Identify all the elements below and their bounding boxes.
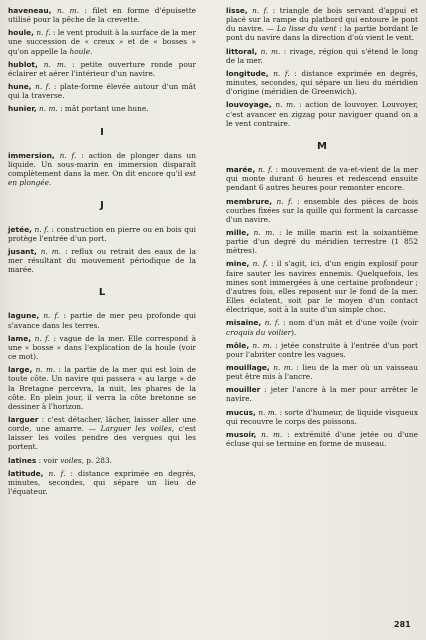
entry-grammar: n. m. <box>56 6 79 15</box>
entry-term: lisse, <box>226 6 248 15</box>
entry-term: mille, <box>226 227 250 237</box>
entry-definition: : action de louvoyer. Louvoyer, c'est avancer en zigzag pour naviguer quand on a le vent contraire. <box>226 100 418 128</box>
entry-grammar: n. m. <box>40 246 62 256</box>
entry-definition: : vague de la mer. Elle correspond à une « bosse » dans l'explication de la houle (voir ce mot). <box>8 333 196 362</box>
dictionary-entry <box>8 60 196 78</box>
entry-grammar: n. f. <box>36 28 51 38</box>
entry-definition: : triangle de bois servant d'appui et placé sur la rampe du platbord qui entoure le pont du navire. — <box>226 6 418 34</box>
entry-grammar: n. f. <box>35 82 51 92</box>
entry-example: croquis du voilier <box>226 327 292 337</box>
entry-definition: : voir <box>36 455 61 465</box>
entry-definition-cont: p. 283. <box>83 455 112 465</box>
entry-term: lagune, <box>8 311 40 321</box>
entry-example: La lisse du vent <box>276 24 337 34</box>
entry-grammar: n. f. <box>264 318 280 328</box>
entry-definition: : sorte d'humeur, de liquide visqueux qui recouvre le corps des poissons. <box>226 407 418 426</box>
entry-term: mouiller <box>226 385 261 395</box>
entry-grammar: n. m. <box>258 407 278 417</box>
entry-definition: : nom d'un mât et d'une voile (voir <box>279 318 418 328</box>
entry-definition: : c'est détacher, lâcher, laisser aller une corde, une amarre. — <box>8 415 196 434</box>
entry-definition: : petite ouverture ronde pour éclairer et aérer l'intérieur d'un navire. <box>8 59 196 78</box>
section-letter: I <box>100 126 104 138</box>
entry-term: marée, <box>226 165 256 175</box>
entry-definition: : distance exprimée en degrés, minutes, secondes, qui sépare un lieu de l'équateur. <box>8 468 196 497</box>
entry-grammar: n. f. <box>252 6 269 15</box>
entry-grammar: n. f. <box>59 150 77 160</box>
entry-grammar: n. f. <box>276 196 293 206</box>
dictionary-entry <box>226 197 418 224</box>
entry-definition: : le mille marin est la soixantième partie d'un degré du méridien terrestre (1 852 mètres). <box>226 227 418 256</box>
entry-definition: : jeter l'ancre à la mer pour arrêter le navire. <box>226 385 418 404</box>
entry-term: haveneau, <box>8 6 52 15</box>
entry-term: latines <box>8 455 37 465</box>
entry-term: musoir, <box>226 429 257 439</box>
dictionary-entry <box>8 469 196 496</box>
entry-grammar: n. m. <box>275 100 296 110</box>
entry-term: littoral, <box>226 46 258 56</box>
entry-term: longitude, <box>226 68 269 78</box>
entry-grammar: n. m. <box>252 340 272 350</box>
entry-definition: : la partie de la mer qui est loin de toute côte. Un navire qui passera « au large » de la Bretagne percevra, la nuit, les phares de la côte. En plein jour, il verra la côte bretonne se dessiner à l'horizon. <box>8 365 196 411</box>
dictionary-entry <box>8 415 196 452</box>
entry-grammar: n. m. <box>35 365 56 375</box>
dictionary-entry <box>8 311 196 329</box>
dictionary-entry <box>8 104 196 113</box>
entry-example: houle. <box>69 46 93 56</box>
entry-definition: : extrémité d'une jetée ou d'une écluse qui se termine en forme de museau. <box>226 429 418 449</box>
page-number: 281 <box>394 620 411 629</box>
dictionary-entry <box>8 225 196 243</box>
entry-definition-cont: : la partie bordant le pont du navire dans la direction d'où vient le vent. <box>226 24 418 43</box>
entry-term: membrure, <box>226 196 273 206</box>
entry-grammar: n. m. <box>43 59 67 69</box>
entry-term: houle, <box>8 28 34 38</box>
entry-definition: : lieu de la mer où un vaisseau peut être mis à l'ancre. <box>226 363 419 382</box>
entry-grammar: n. f. <box>34 333 50 343</box>
entry-definition: : construction en pierre ou en bois qui protège l'entrée d'un port. <box>8 224 196 243</box>
entry-definition: : distance exprimée en degrés, minutes, secondes, qui sépare un lieu du méridien d'origine (méridien de Greenwich). <box>226 68 418 97</box>
dictionary-entry <box>226 259 418 314</box>
dictionary-entry <box>226 318 418 336</box>
entry-term: large, <box>8 365 33 375</box>
right-column <box>226 6 418 452</box>
dictionary-entry <box>226 430 418 448</box>
dictionary-entry <box>8 247 196 274</box>
entry-term: jusant, <box>8 246 37 256</box>
left-column <box>8 6 196 500</box>
dictionary-entry <box>8 82 196 100</box>
dictionary-entry <box>8 334 196 361</box>
entry-term: larguer <box>8 415 39 424</box>
entry-term: misaine, <box>226 318 262 328</box>
entry-definition: : action de plonger dans un liquide. Un sous-marin en immersion disparaît complètement dans la mer. On dit encore qu'il <box>8 150 196 179</box>
dictionary-entry <box>226 100 418 127</box>
entry-definition: : plate-forme élevée autour d'un mât qui la traverse. <box>8 82 196 101</box>
dictionary-entry <box>226 363 418 381</box>
dictionary-entry <box>226 341 418 359</box>
entry-definition: : le vent produit à la surface de la mer une succession de « creux » et de « bosses » qu'on appelle la <box>8 28 196 56</box>
entry-term: mouillage, <box>226 363 270 372</box>
entry-definition: : ensemble des pièces de bois courbes fixées sur la quille qui forment la carcasse d'un navire. <box>226 196 418 224</box>
entry-term: jetée, <box>8 224 32 234</box>
entry-grammar: n. f. <box>273 68 290 78</box>
section-letter: M <box>317 140 327 152</box>
entry-definition-cont: c'est laisser les voiles pendre des vergues qui les portent. <box>8 424 196 452</box>
entry-grammar: n. m. <box>273 363 294 372</box>
entry-grammar: n. f. <box>252 259 268 269</box>
entry-definition: : filet en forme d'épuisette utilisé pour la pêche de la crevette. <box>8 6 196 25</box>
entry-example: Larguer les voiles, <box>100 424 175 434</box>
entry-definition: : jetée construite à l'entrée d'un port pour l'abriter contre les vagues. <box>226 340 418 359</box>
entry-example: voiles, <box>60 455 84 465</box>
entry-term: louvoyage, <box>226 100 272 110</box>
entry-term: immersion, <box>8 150 55 160</box>
dictionary-entry <box>226 385 418 403</box>
entry-term: lame, <box>8 333 32 343</box>
dictionary-entry <box>226 47 418 65</box>
section-letter: L <box>98 287 106 299</box>
entry-definition: : mouvement de va-et-vient de la mer qui monte durant 6 heures et redescend ensuite pendant 6 autres heures pour remonter encore. <box>226 165 418 193</box>
dictionary-entry <box>226 69 418 96</box>
dictionary-entry <box>8 28 196 55</box>
entry-term: latitude, <box>8 468 44 478</box>
dictionary-entry <box>226 6 418 43</box>
dictionary-entry <box>8 456 196 465</box>
entry-definition: : reflux ou retrait des eaux de la mer résultant du mouvement périodique de la marée. <box>8 246 197 275</box>
entry-definition: : rivage, région qui s'étend le long de la mer. <box>226 46 418 65</box>
entry-grammar: n. f. <box>48 468 66 478</box>
dictionary-entry <box>226 165 418 192</box>
entry-term: mucus, <box>226 407 256 417</box>
entry-grammar: n. m. <box>39 104 58 114</box>
entry-term: hune, <box>8 82 32 92</box>
dictionary-entry <box>226 408 418 426</box>
entry-grammar: n. m. <box>261 429 283 439</box>
dictionary-entry <box>8 365 196 411</box>
entry-grammar: n. f. <box>43 311 60 321</box>
dictionary-entry <box>8 6 196 24</box>
entry-grammar: n. m. <box>253 227 275 237</box>
entry-term: mine, <box>226 259 250 269</box>
entry-example: est en plongée. <box>8 169 196 188</box>
dictionary-entry <box>8 151 196 188</box>
entry-term: hunier, <box>8 104 37 114</box>
entry-term: môle, <box>226 340 250 350</box>
entry-grammar: n. f. <box>258 165 273 175</box>
entry-definition-cont: ). <box>291 327 297 337</box>
section-letter: J <box>100 200 104 212</box>
entry-definition: : il s'agit, ici, d'un engin explosif pour faire sauter les navires ennemis. Quelquefois, les mines sont immergées à une certaine profondeur ; d'autres fois, elles reposent sur le fond de la mer. Elles éclatent, soit par le moyen d'un contact électrique, soit à la suite d'un simple choc. <box>226 259 418 315</box>
entry-grammar: n. m. <box>260 46 281 56</box>
entry-grammar: n. f. <box>34 224 49 234</box>
entry-definition: : mât portant une hune. <box>57 104 149 114</box>
dictionary-entry <box>226 228 418 255</box>
entry-definition: : partie de mer peu profonde qui s'avance dans les terres. <box>8 311 196 330</box>
entry-term: hublot, <box>8 59 38 69</box>
